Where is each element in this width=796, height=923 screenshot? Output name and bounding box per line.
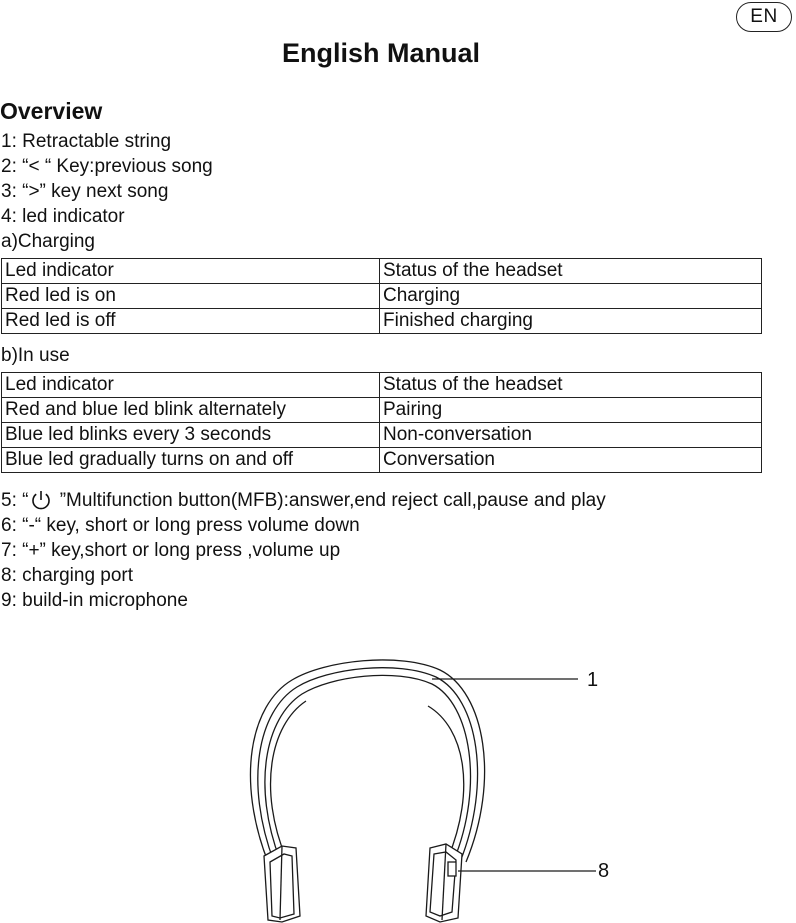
table-row [2, 284, 762, 309]
charging-table [1, 258, 762, 334]
list-item: 4: led indicator [1, 206, 125, 227]
power-icon [30, 489, 52, 511]
overview-heading: Overview [0, 98, 103, 124]
table-row [2, 309, 762, 334]
list-item-mfb [1, 488, 606, 513]
table-cell: Led indicator [2, 259, 380, 284]
headband [250, 660, 484, 862]
in-use-table [1, 372, 762, 473]
headset-illustration [0, 630, 796, 923]
table-cell: Charging [380, 284, 762, 309]
in-use-label: b)In use [1, 345, 70, 366]
table-cell: Red led is on [2, 284, 380, 309]
table-cell: Status of the headset [380, 373, 762, 398]
callout-8-label: 8 [598, 860, 610, 882]
left-earcup [264, 846, 300, 922]
table-row [2, 423, 762, 448]
callout-1-label: 1 [587, 669, 599, 691]
table-cell: Non-conversation [380, 423, 762, 448]
table-cell: Pairing [380, 398, 762, 423]
table-cell: Led indicator [2, 373, 380, 398]
table-row [2, 259, 762, 284]
table-cell: Red and blue led blink alternately [2, 398, 380, 423]
charging-label: a)Charging [1, 231, 95, 252]
mfb-prefix: 5: “ [1, 490, 29, 511]
list-item: 8: charging port [1, 565, 134, 586]
language-badge: EN [736, 2, 792, 32]
table-cell: Blue led gradually turns on and off [2, 448, 380, 473]
callout-lines [432, 679, 596, 871]
list-item: 3: “>” key next song [1, 181, 169, 202]
right-earcup [426, 844, 462, 922]
charging-port [448, 862, 456, 876]
list-item: 1: Retractable string [1, 131, 172, 152]
table-cell: Status of the headset [380, 259, 762, 284]
table-cell: Finished charging [380, 309, 762, 334]
list-item: 6: “-“ key, short or long press volume down [1, 515, 360, 536]
table-cell: Blue led blinks every 3 seconds [2, 423, 380, 448]
table-cell: Conversation [380, 448, 762, 473]
list-item: 7: “+” key,short or long press ,volume up [1, 540, 341, 561]
table-row [2, 398, 762, 423]
mfb-description: ”Multifunction button(MFB):answer,end reject call,pause and play [54, 490, 606, 511]
page-title: English Manual [281, 38, 481, 68]
list-item: 9: build-in microphone [1, 590, 188, 611]
table-row [2, 373, 762, 398]
table-row [2, 448, 762, 473]
table-cell: Red led is off [2, 309, 380, 334]
list-item: 2: “< “ Key:previous song [1, 156, 213, 177]
